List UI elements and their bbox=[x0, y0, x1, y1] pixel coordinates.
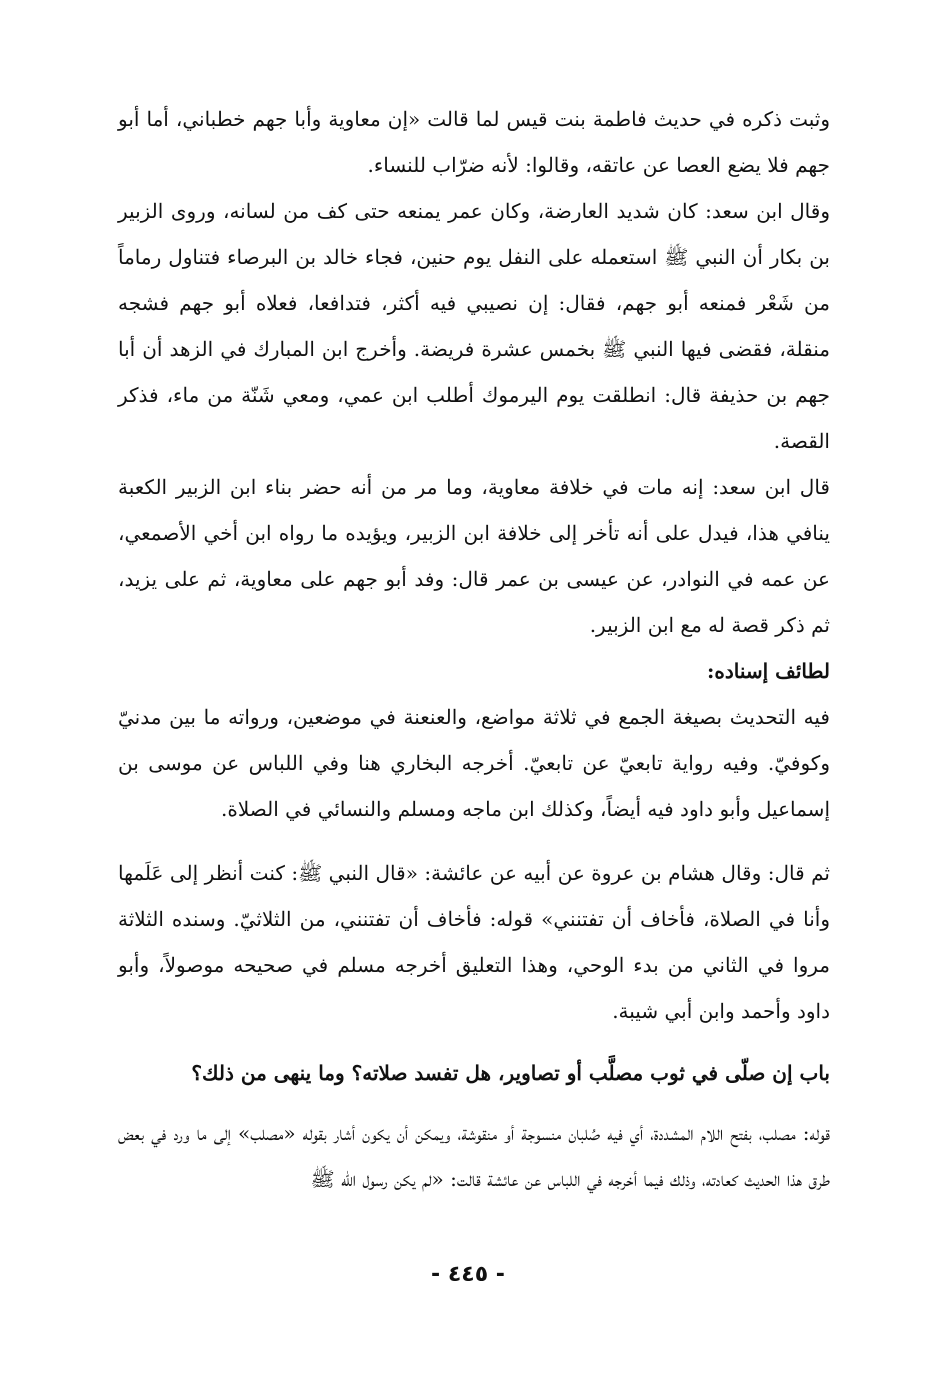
paragraph-musallab: قوله: مصلب، بفتح اللام المشددة، أي فيه صُلبان منسوجة أو منقوشة، ويمكن أن يكون أشار بقوله «مصلب» إلى ما ورد في بعض طرق هذا الحديث كعادته، وذلك فيما أخرجه في اللباس عن عائشة قالت: «لم يكن رسول الله ﷺ bbox=[118, 1121, 831, 1191]
page-body bbox=[118, 96, 830, 1202]
paragraph-death: قال ابن سعد: إنه مات في خلافة معاوية، وما مر من أنه حضر بناء ابن الزبير الكعبة ينافي هذا، فيدل على أنه تأخر إلى خلافة ابن الزبير، ويؤيده ما رواه ابن أخي الأصمعي، عن عمه في النوادر، عن عيسى بن عمر قال: وفد أبو جهم على معاوية، ثم على يزيد، ثم ذكر قصة له مع ابن الزبير. bbox=[118, 475, 830, 637]
paragraph-ibn-saad: وقال ابن سعد: كان شديد العارضة، وكان عمر يمنعه حتى كف من لسانه، وروى الزبير بن بكار أن النبي ﷺ استعمله على النفل يوم حنين، فجاء خالد بن البرصاء فتناول رماماً من شَعْر فمنعه أبو جهم، فقال: إن نصيبي فيه أكثر، فتدافعا، فعلاه أبو جهم فشجه منقلة، فقضى فيها النبي ﷺ بخمس عشرة فريضة. وأخرج ابن المبارك في الزهد أن أبا جهم بن حذيفة قال: انطلقت يوم اليرموك أطلب ابن عمي، ومعي شَنّة من ماء، فذكر القصة. bbox=[118, 199, 830, 453]
paragraph-isnad: فيه التحديث بصيغة الجمع في ثلاثة مواضع، والعنعنة في موضعين، ورواته ما بين مدنيّ وكوفيّ. وفيه رواية تابعيّ عن تابعيّ. أخرجه البخاري هنا وفي اللباس عن موسى بن إسماعيل وأبو داود فيه أيضاً، وكذلك ابن ماجه ومسلم والنسائي في الصلاة. bbox=[118, 705, 830, 821]
section-heading: لطائف إسناده: bbox=[706, 659, 830, 683]
paragraph-fatima-hadith: وثبت ذكره في حديث فاطمة بنت قيس لما قالت «إن معاوية وأبا جهم خطباني، أما أبو جهم فلا يضع العصا عن عاتقه، وقالوا: لأنه ضرّاب للنساء. bbox=[118, 107, 830, 177]
chapter-title: باب إن صلّى في ثوب مصلَّب أو تصاوير، هل تفسد صلاته؟ وما ينهى من ذلك؟ bbox=[191, 1061, 830, 1085]
paragraph-hisham: ثم قال: وقال هشام بن عروة عن أبيه عن عائشة: «قال النبي ﷺ: كنت أنظر إلى عَلَمها وأنا في الصلاة، فأخاف أن تفتنني» قوله: فأخاف أن تفتنني، من الثلاثيّ. وسنده الثلاثة مروا في الثاني من بدء الوحي، وهذا التعليق أخرجه مسلم في صحيحه موصولاً، وأبو داود وأحمد وابن أبي شيبة. bbox=[118, 861, 830, 1023]
page-number: - ٤٤٥ - bbox=[431, 1262, 505, 1287]
